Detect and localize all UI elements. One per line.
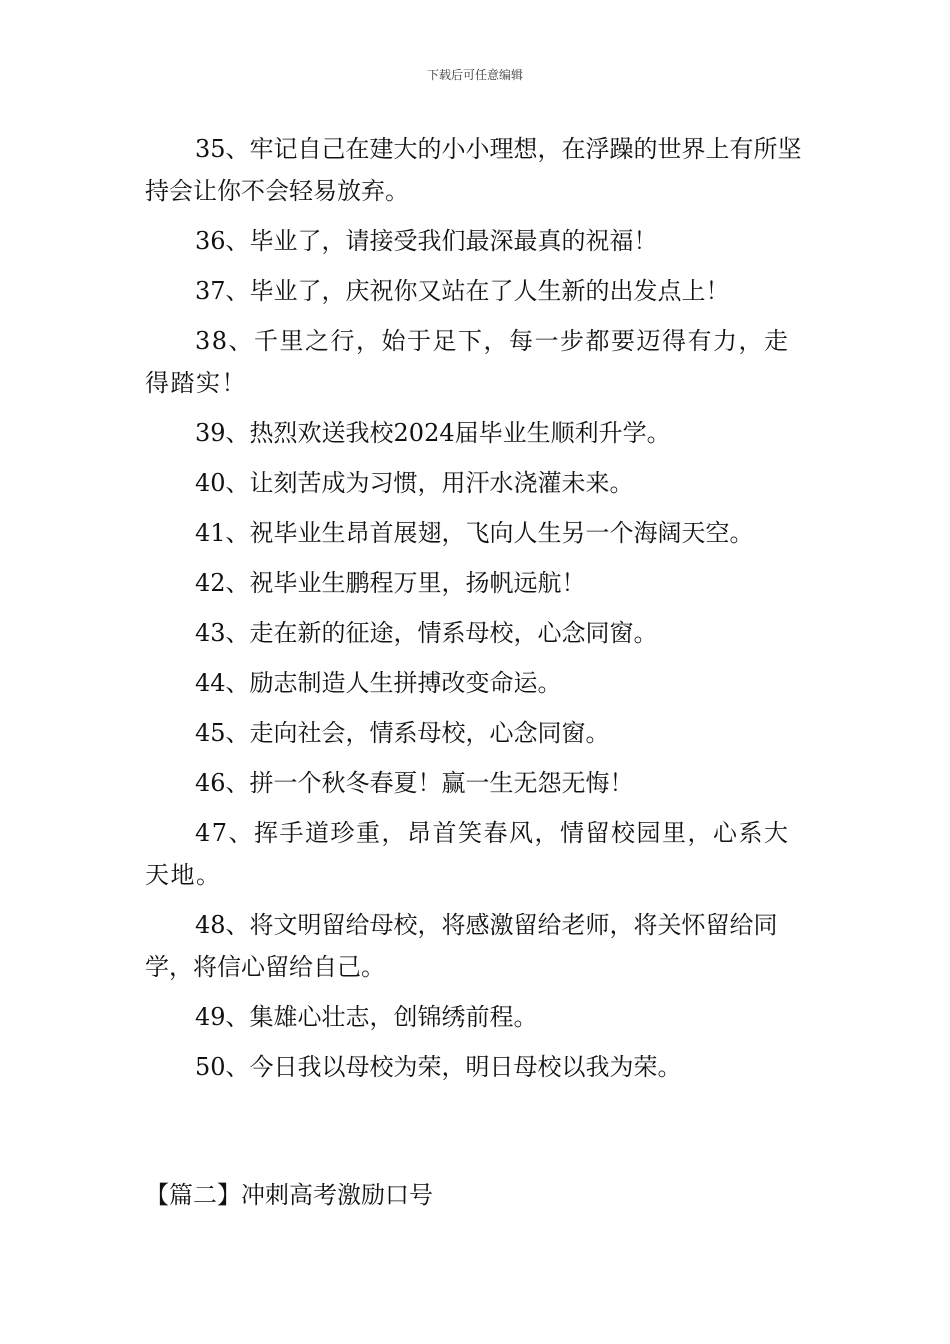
list-item-38: 38、千里之行，始于足下，每一步都要迈得有力，走得踏实！ [145, 327, 790, 397]
list-item-41: 41、祝毕业生昂首展翅，飞向人生另一个海阔天空。 [195, 519, 754, 547]
list-item-39: 39、热烈欢送我校2024届毕业生顺利升学。 [195, 419, 671, 447]
list-item-50: 50、今日我以母校为荣，明日母校以我为荣。 [195, 1053, 682, 1081]
list-item-48: 48、将文明留给母校，将感激留给老师，将关怀留给同学，将信心留给自己。 [145, 911, 778, 981]
list-item-40: 40、让刻苦成为习惯，用汗水浇灌未来。 [195, 469, 634, 497]
list-item-43: 43、走在新的征途，情系母校，心念同窗。 [195, 619, 658, 647]
document-body [145, 128, 810, 1096]
section-title: 【篇二】冲刺高考激励口号 [145, 1181, 433, 1209]
list-item-35: 35、牢记自己在建大的小小理想，在浮躁的世界上有所坚持会让你不会轻易放弃。 [145, 135, 802, 205]
list-item-37: 37、毕业了，庆祝你又站在了人生新的出发点上！ [195, 277, 730, 305]
list-item-44: 44、励志制造人生拼搏改变命运。 [195, 669, 562, 697]
page-header: 下载后可任意编辑 [426, 68, 523, 82]
list-item-42: 42、祝毕业生鹏程万里，扬帆远航！ [195, 569, 586, 597]
list-item-47: 47、挥手道珍重，昂首笑春风，情留校园里，心系大天地。 [145, 819, 790, 889]
list-item-45: 45、走向社会，情系母校，心念同窗。 [195, 719, 610, 747]
list-item-49: 49、集雄心壮志，创锦绣前程。 [195, 1003, 538, 1031]
list-item-46: 46、拼一个秋冬春夏！赢一生无怨无悔！ [195, 769, 634, 797]
list-item-36: 36、毕业了，请接受我们最深最真的祝福！ [195, 227, 658, 255]
